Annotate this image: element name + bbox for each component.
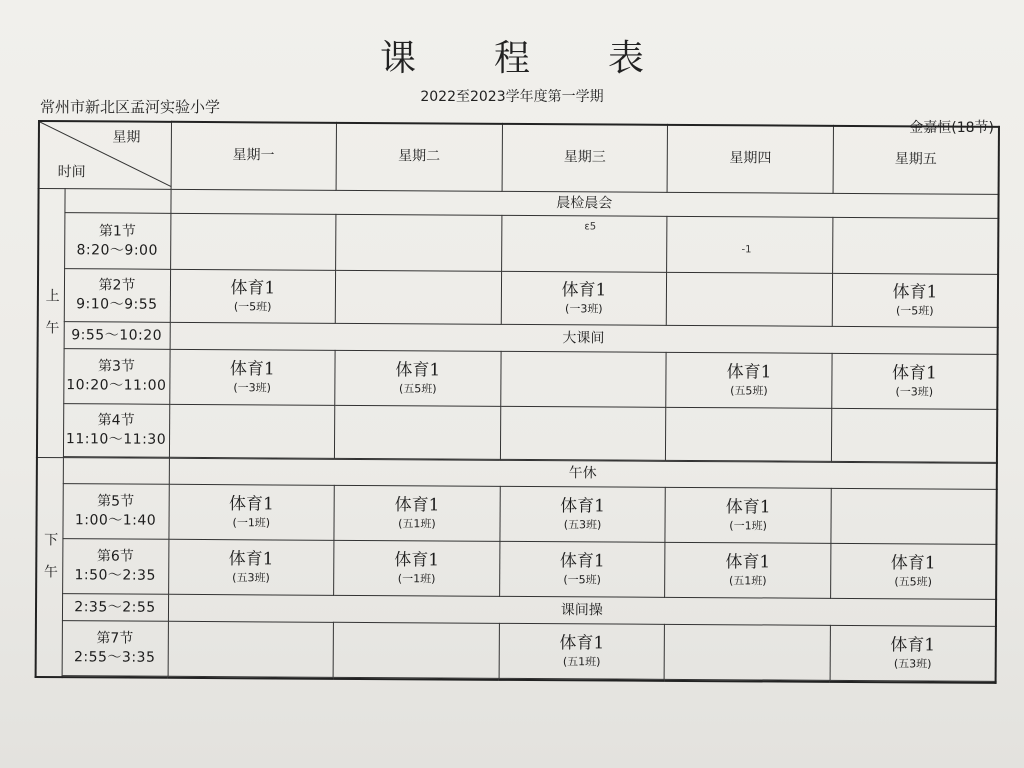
lesson-class: (五1班) bbox=[728, 574, 767, 588]
period-cell-7 bbox=[62, 621, 168, 677]
lesson-subject: 体育1 bbox=[228, 549, 274, 570]
lesson-cell bbox=[667, 217, 833, 274]
lesson-cell bbox=[500, 487, 666, 543]
lesson-subject: 体育1 bbox=[891, 363, 937, 384]
period-row-5 bbox=[36, 484, 996, 545]
lesson-cell bbox=[667, 273, 833, 327]
lesson-cell bbox=[499, 623, 665, 679]
period-time: 11:10～11:30 bbox=[65, 430, 167, 448]
lesson-class: (一5班) bbox=[233, 300, 272, 314]
lesson-cell bbox=[334, 541, 500, 597]
lesson-cell bbox=[666, 407, 832, 461]
period-name: 第6节 bbox=[96, 548, 134, 566]
period-time: 1:00～1:40 bbox=[74, 512, 157, 530]
band-morning-meeting: 晨检晨会 bbox=[170, 189, 998, 219]
period-name: 第4节 bbox=[97, 412, 135, 429]
lesson-cell bbox=[500, 406, 666, 460]
lesson-cell bbox=[336, 215, 502, 272]
lesson-class: (五1班) bbox=[398, 517, 436, 531]
lesson-cell bbox=[831, 489, 997, 545]
lesson-class: (一3班) bbox=[233, 381, 272, 395]
band-time-empty bbox=[64, 188, 170, 213]
period-row-3 bbox=[37, 348, 997, 409]
lesson-subject: 体育1 bbox=[725, 497, 771, 518]
lesson-cell bbox=[665, 488, 831, 544]
page-title: 课程表 bbox=[379, 38, 722, 79]
period-row-7 bbox=[36, 620, 996, 681]
lesson-subject: 体育1 bbox=[394, 495, 440, 516]
lesson-class: (一3班) bbox=[565, 302, 603, 316]
lesson-cell bbox=[168, 485, 334, 541]
school-name: 常州市新北区孟河实验小学 bbox=[40, 98, 221, 116]
lesson-subject: 体育1 bbox=[559, 551, 605, 572]
band-exercise: 课间操 bbox=[168, 595, 996, 627]
lesson-cell bbox=[664, 624, 830, 680]
lesson-cell bbox=[334, 486, 500, 542]
lesson-subject: 体育1 bbox=[561, 280, 607, 301]
schedule-table bbox=[35, 120, 1000, 684]
period-cell-4 bbox=[63, 403, 169, 457]
handwritten-mark: -1 bbox=[741, 244, 752, 256]
period-name: 第3节 bbox=[97, 358, 135, 375]
period-name: 第1节 bbox=[98, 223, 136, 240]
handwritten-mark: ε5 bbox=[584, 221, 597, 233]
half-text-pm: 下午 bbox=[41, 531, 59, 597]
lesson-cell bbox=[499, 542, 665, 598]
period-row-6 bbox=[36, 539, 996, 600]
lesson-class: (五1班) bbox=[562, 655, 601, 669]
half-label-am bbox=[37, 188, 65, 457]
period-cell-2 bbox=[64, 269, 170, 323]
day-header-tue: 星期二 bbox=[336, 123, 502, 191]
band-big-break: 大课间 bbox=[170, 323, 998, 355]
period-cell-5 bbox=[62, 484, 168, 540]
lesson-subject: 体育1 bbox=[725, 552, 771, 573]
day-header-mon: 星期一 bbox=[171, 122, 337, 190]
band-time-empty bbox=[63, 457, 169, 484]
lesson-cell bbox=[170, 270, 336, 324]
half-text-am: 上午 bbox=[43, 287, 60, 352]
day-header-thu: 星期四 bbox=[667, 125, 833, 193]
lesson-cell bbox=[169, 404, 335, 458]
lesson-subject: 体育1 bbox=[726, 362, 772, 383]
lesson-subject: 体育1 bbox=[229, 359, 275, 380]
corner-label-time: 时间 bbox=[57, 163, 86, 181]
band-time: 9:55～10:20 bbox=[64, 322, 170, 349]
lesson-cell bbox=[170, 214, 336, 271]
lesson-cell bbox=[168, 621, 334, 677]
period-row-2 bbox=[38, 269, 998, 328]
lesson-class: (一1班) bbox=[397, 572, 436, 586]
lesson-cell bbox=[832, 218, 998, 275]
teacher-name: 金嘉恒(18节) bbox=[909, 120, 994, 136]
header-row bbox=[39, 121, 999, 194]
half-label-pm bbox=[36, 457, 63, 677]
period-name: 第7节 bbox=[96, 630, 134, 647]
lesson-class: (一3班) bbox=[895, 385, 934, 399]
lesson-cell bbox=[333, 622, 499, 678]
lesson-cell bbox=[830, 544, 996, 600]
academic-term: 2022至2023学年度第一学期 bbox=[420, 89, 604, 105]
period-time: 1:50～2:35 bbox=[74, 567, 156, 585]
period-cell-3 bbox=[63, 348, 169, 404]
lesson-cell bbox=[335, 405, 501, 459]
lesson-subject: 体育1 bbox=[228, 494, 274, 515]
lesson-cell bbox=[830, 625, 996, 681]
lesson-cell bbox=[335, 350, 501, 406]
corner-cell bbox=[39, 121, 171, 189]
lesson-subject: 体育1 bbox=[395, 360, 441, 381]
corner-label-day: 星期 bbox=[112, 129, 141, 146]
lesson-subject: 体育1 bbox=[394, 550, 440, 571]
lesson-class: (五3班) bbox=[563, 518, 602, 532]
lesson-cell bbox=[501, 272, 667, 326]
lesson-cell bbox=[500, 351, 666, 407]
period-cell-1 bbox=[64, 213, 170, 270]
day-header-wed: 星期三 bbox=[502, 124, 668, 192]
band-noon-break: 午休 bbox=[169, 458, 997, 490]
period-time: 2:55～3:35 bbox=[73, 649, 156, 666]
period-row-1 bbox=[38, 213, 998, 275]
lesson-cell bbox=[832, 274, 998, 328]
lesson-class: (五5班) bbox=[730, 384, 768, 398]
period-cell-6 bbox=[62, 539, 168, 595]
lesson-subject: 体育1 bbox=[560, 496, 606, 517]
lesson-class: (五3班) bbox=[893, 657, 932, 671]
lesson-cell bbox=[831, 408, 997, 462]
lesson-cell bbox=[168, 540, 334, 596]
lesson-class: (一1班) bbox=[729, 519, 767, 533]
lesson-cell bbox=[665, 543, 831, 599]
lesson-subject: 体育1 bbox=[892, 282, 938, 303]
lesson-cell bbox=[501, 216, 667, 273]
lesson-cell bbox=[169, 349, 335, 405]
lesson-subject: 体育1 bbox=[230, 278, 276, 299]
lesson-class: (一5班) bbox=[563, 573, 602, 587]
lesson-class: (一5班) bbox=[895, 304, 934, 318]
lesson-class: (五5班) bbox=[894, 575, 932, 589]
period-name: 第2节 bbox=[98, 277, 136, 294]
band-time: 2:35～2:55 bbox=[62, 594, 168, 621]
lesson-class: (一1班) bbox=[232, 516, 271, 530]
lesson-subject: 体育1 bbox=[559, 633, 605, 654]
lesson-cell bbox=[832, 353, 998, 409]
lesson-subject: 体育1 bbox=[890, 553, 936, 574]
lesson-cell bbox=[335, 271, 501, 325]
period-row-4 bbox=[37, 403, 997, 462]
lesson-class: (五3班) bbox=[232, 571, 270, 585]
lesson-class: (五5班) bbox=[398, 382, 437, 396]
day-header-fri: 星期五 bbox=[833, 126, 999, 194]
period-time: 9:10～9:55 bbox=[76, 296, 158, 313]
period-time: 8:20～9:00 bbox=[76, 241, 158, 259]
lesson-subject: 体育1 bbox=[890, 635, 936, 656]
lesson-cell bbox=[666, 352, 832, 408]
period-name: 第5节 bbox=[97, 493, 135, 511]
period-time: 10:20～11:00 bbox=[66, 376, 167, 394]
